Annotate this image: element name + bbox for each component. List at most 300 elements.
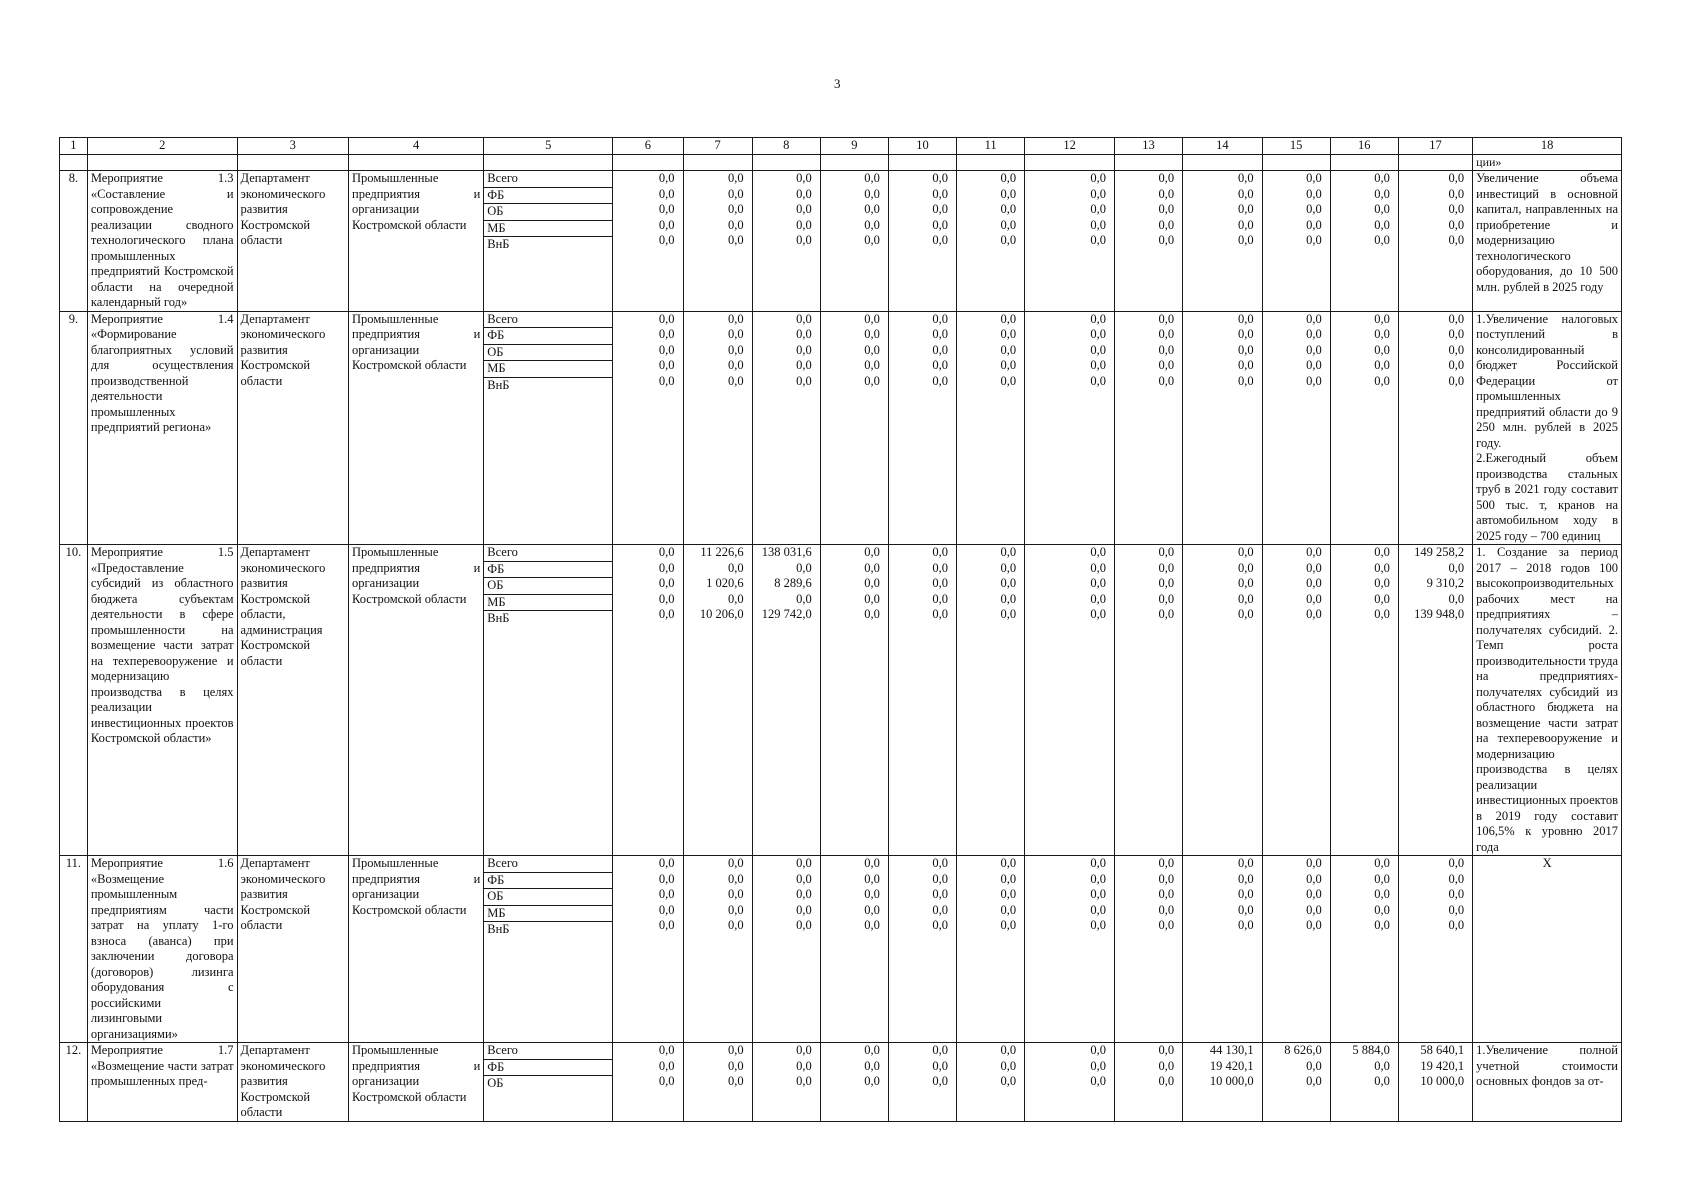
result-text: Увеличение объема инвестиций в основной капитал, направленных на приобретение и модернизацию технологического оборудования, до 10 500 млн. рублей в 2025 году	[1476, 171, 1618, 294]
table-row	[60, 171, 1622, 312]
expected-result	[1473, 545, 1622, 856]
value-cell: 0,0	[658, 342, 675, 357]
value-cell: 0,0	[728, 871, 744, 886]
event-name: Мероприятие 1.4 «Формирование благоприятных условий для осуществления производственной деятельности промышленных предприятий региона»	[87, 311, 237, 545]
value-cell: 0,0	[1374, 217, 1390, 232]
value-column-16	[1330, 545, 1398, 856]
value-column-17	[1398, 1043, 1472, 1122]
value-cell: 0,0	[864, 1074, 880, 1088]
value-cell: 0,0	[1237, 560, 1254, 575]
value-cell: 0,0	[932, 202, 949, 216]
value-cell: 10 206,0	[699, 607, 744, 621]
value-column-17	[1398, 171, 1472, 312]
funding-source-label: ВнБ	[487, 377, 510, 392]
value-cell: 0,0	[728, 918, 744, 932]
value-cell: 0,0	[728, 327, 744, 341]
value-column-9	[820, 311, 888, 545]
value-column-17	[1398, 311, 1472, 545]
result-text: Х	[1542, 856, 1552, 870]
value-cell: 0,0	[1090, 186, 1106, 201]
value-cell: 0,0	[1000, 186, 1017, 201]
funding-source-label: Всего	[484, 1043, 612, 1060]
value-column-8	[752, 856, 820, 1043]
column-number-14: 14	[1183, 138, 1262, 155]
value-cell: 0,0	[658, 591, 675, 606]
value-cell: 0,0	[796, 342, 812, 357]
value-cell: 0,0	[1000, 902, 1017, 917]
page-number: 3	[834, 76, 841, 91]
row-number: 8.	[60, 171, 88, 312]
value-cell: 0,0	[932, 342, 949, 357]
value-cell: 0,0	[1000, 171, 1017, 185]
value-cell: 0,0	[1306, 171, 1322, 185]
executor: Департамент экономического развития Костромской области	[237, 1043, 348, 1122]
column-number-17: 17	[1398, 138, 1472, 155]
value-cell: 10 000,0	[1209, 1074, 1254, 1088]
funding-source-label: ФБ	[484, 562, 612, 579]
value-column-8	[752, 311, 820, 545]
value-cell: 0,0	[1158, 545, 1175, 559]
value-cell: 0,0	[1000, 591, 1017, 606]
value-column-14	[1183, 171, 1262, 312]
value-column-9	[820, 1043, 888, 1122]
value-cell: 0,0	[1158, 871, 1175, 886]
value-cell: 0,0	[1237, 856, 1254, 870]
funding-source-label: МБ	[484, 595, 612, 612]
value-cell: 0,0	[864, 373, 880, 388]
value-column-13	[1114, 1043, 1182, 1122]
value-cell: 0,0	[1374, 311, 1390, 326]
value-column-9	[820, 171, 888, 312]
funding-source-label: ФБ	[484, 328, 612, 345]
value-cell: 0,0	[658, 887, 675, 901]
value-column-11	[957, 856, 1025, 1043]
value-column-6	[613, 171, 683, 312]
column-number-9: 9	[820, 138, 888, 155]
value-cell: 0,0	[1306, 918, 1322, 932]
value-cell: 0,0	[1237, 327, 1254, 341]
value-cell: 0,0	[1237, 311, 1254, 326]
column-number-13: 13	[1114, 138, 1182, 155]
value-column-10	[888, 545, 956, 856]
program-events-table	[59, 137, 1622, 1122]
value-cell: 0,0	[728, 902, 744, 917]
funding-source-label: ОБ	[487, 1076, 504, 1090]
column-number-16: 16	[1330, 138, 1398, 155]
value-cell: 0,0	[864, 918, 880, 932]
column-number-6: 6	[613, 138, 683, 155]
value-column-15	[1262, 545, 1330, 856]
value-cell: 0,0	[1374, 856, 1390, 870]
value-cell: 0,0	[932, 186, 949, 201]
executor: Департамент экономического развития Костромской области	[237, 311, 348, 545]
value-cell: 0,0	[932, 856, 949, 870]
value-cell: 0,0	[796, 217, 812, 232]
value-cell: 0,0	[864, 342, 880, 357]
value-cell: 0,0	[658, 902, 675, 917]
value-cell: 0,0	[1000, 217, 1017, 232]
value-cell: 0,0	[658, 358, 675, 372]
value-cell: 0,0	[1306, 1058, 1322, 1073]
value-cell: 0,0	[1306, 871, 1322, 886]
value-cell: 0,0	[1374, 1058, 1390, 1073]
value-cell: 0,0	[658, 545, 675, 559]
value-cell: 0,0	[1306, 545, 1322, 559]
value-cell: 0,0	[1448, 591, 1465, 606]
value-cell: 0,0	[728, 233, 744, 247]
value-cell: 0,0	[1090, 545, 1106, 559]
value-cell: 0,0	[1237, 358, 1254, 372]
value-cell: 0,0	[1158, 217, 1175, 232]
row-number: 10.	[60, 545, 88, 856]
funding-source-label: МБ	[484, 221, 612, 238]
column-number-11: 11	[957, 138, 1025, 155]
value-cell: 0,0	[864, 591, 880, 606]
participants: Промышленные предприятия и организации Костромской области	[349, 311, 484, 545]
value-cell: 0,0	[1158, 607, 1175, 621]
value-column-7	[683, 856, 752, 1043]
value-column-10	[888, 311, 956, 545]
value-cell: 0,0	[864, 358, 880, 372]
value-cell: 0,0	[728, 373, 744, 388]
value-cell: 0,0	[1237, 607, 1254, 621]
value-cell: 0,0	[658, 171, 675, 185]
column-number-10: 10	[888, 138, 956, 155]
row-number: 9.	[60, 311, 88, 545]
value-cell: 0,0	[1306, 560, 1322, 575]
column-number-4: 4	[349, 138, 484, 155]
value-column-8	[752, 171, 820, 312]
expected-result	[1473, 1043, 1622, 1122]
value-cell: 0,0	[796, 327, 812, 341]
column-number-3: 3	[237, 138, 348, 155]
value-cell: 0,0	[1374, 373, 1390, 388]
funding-source-label: Всего	[484, 171, 612, 188]
funding-source-label: ВнБ	[487, 237, 510, 251]
value-cell: 0,0	[1090, 560, 1106, 575]
value-cell: 0,0	[1448, 342, 1465, 357]
result-text-2: 2.Ежегодный объем производства стальных труб в 2021 году составит 500 тыс. т, кранов на автомобильном ходу в 2025 году – 700 единиц	[1476, 451, 1618, 543]
value-cell: 0,0	[658, 1058, 675, 1073]
value-cell: 0,0	[1306, 1074, 1322, 1088]
value-cell: 0,0	[658, 1043, 675, 1057]
value-cell: 0,0	[1306, 607, 1322, 621]
value-column-7	[683, 545, 752, 856]
executor: Департамент экономического развития Костромской области, администрация Костромской области	[237, 545, 348, 856]
value-cell: 0,0	[1374, 233, 1390, 247]
value-cell: 0,0	[932, 591, 949, 606]
participants: Промышленные предприятия и организации Костромской области	[349, 1043, 484, 1122]
funding-source-label: ОБ	[484, 345, 612, 362]
value-cell: 0,0	[1090, 217, 1106, 232]
value-cell: 0,0	[1000, 560, 1017, 575]
value-cell: 0,0	[1448, 202, 1465, 216]
column-number-18: 18	[1473, 138, 1622, 155]
funding-source-label: Всего	[484, 545, 612, 562]
value-cell: 0,0	[658, 233, 675, 247]
value-cell: 0,0	[1448, 856, 1465, 870]
value-cell: 0,0	[796, 856, 812, 870]
value-column-10	[888, 171, 956, 312]
value-cell: 0,0	[1306, 233, 1322, 247]
value-cell: 0,0	[728, 1058, 744, 1073]
value-cell: 0,0	[1306, 217, 1322, 232]
participants: Промышленные предприятия и организации Костромской области	[349, 545, 484, 856]
value-cell: 0,0	[864, 576, 880, 590]
value-cell: 0,0	[932, 545, 949, 559]
column-number-1: 1	[60, 138, 88, 155]
event-name: Мероприятие 1.7 «Возмещение части затрат промышленных пред-	[87, 1043, 237, 1122]
event-name: Мероприятие 1.5 «Предоставление субсидий из областного бюджета субъектам деятельности в сфере промышленности на возмещение части затрат на техперевооружение и модернизацию производства в целях реализации инвестиционных проектов Костромской области»	[87, 545, 237, 856]
value-cell: 0,0	[1000, 373, 1017, 388]
value-cell: 0,0	[864, 311, 880, 326]
table-body	[60, 154, 1622, 1121]
value-cell: 0,0	[1374, 902, 1390, 917]
value-column-15	[1262, 311, 1330, 545]
value-cell: 0,0	[796, 918, 812, 932]
value-cell: 0,0	[1448, 186, 1465, 201]
value-column-14	[1183, 311, 1262, 545]
value-cell: 0,0	[1374, 607, 1390, 621]
value-column-14	[1183, 1043, 1262, 1122]
value-cell: 0,0	[1000, 856, 1017, 870]
value-cell: 0,0	[864, 217, 880, 232]
value-column-8	[752, 1043, 820, 1122]
value-cell: 0,0	[932, 217, 949, 232]
value-cell: 0,0	[658, 918, 675, 932]
funding-source-label: ОБ	[484, 578, 612, 595]
value-cell: 0,0	[1306, 902, 1322, 917]
value-cell: 139 948,0	[1414, 607, 1465, 621]
table-header	[60, 138, 1622, 155]
value-cell: 0,0	[1448, 373, 1465, 388]
value-cell: 0,0	[1306, 186, 1322, 201]
value-cell: 0,0	[728, 591, 744, 606]
value-cell: 0,0	[1306, 311, 1322, 326]
column-number-5: 5	[484, 138, 613, 155]
value-cell: 0,0	[1306, 327, 1322, 341]
value-cell: 0,0	[1000, 342, 1017, 357]
value-column-6	[613, 856, 683, 1043]
value-cell: 0,0	[1090, 373, 1106, 388]
value-cell: 0,0	[1237, 186, 1254, 201]
funding-source-label: ОБ	[484, 204, 612, 221]
value-cell: 0,0	[658, 1074, 675, 1088]
funding-source-label: Всего	[484, 856, 612, 873]
value-cell: 0,0	[728, 342, 744, 357]
value-cell: 0,0	[1090, 342, 1106, 357]
value-cell: 0,0	[1000, 311, 1017, 326]
value-cell: 0,0	[864, 545, 880, 559]
value-cell: 0,0	[1090, 902, 1106, 917]
value-column-10	[888, 1043, 956, 1122]
value-cell: 0,0	[1158, 560, 1175, 575]
value-cell: 0,0	[728, 358, 744, 372]
value-cell: 0,0	[1306, 591, 1322, 606]
value-cell: 0,0	[932, 902, 949, 917]
value-column-11	[957, 171, 1025, 312]
value-column-15	[1262, 856, 1330, 1043]
value-column-10	[888, 856, 956, 1043]
value-cell: 0,0	[932, 576, 949, 590]
value-cell: 0,0	[1306, 576, 1322, 590]
result-text: 1.Увеличение полной учетной стоимости основных фондов за от-	[1476, 1043, 1618, 1088]
value-cell: 0,0	[1158, 887, 1175, 901]
value-cell: 0,0	[1448, 871, 1465, 886]
value-cell: 0,0	[864, 1043, 880, 1057]
value-cell: 0,0	[796, 373, 812, 388]
value-cell: 0,0	[1000, 871, 1017, 886]
value-cell: 0,0	[1448, 233, 1465, 247]
expected-result	[1473, 311, 1622, 545]
value-column-12	[1025, 856, 1115, 1043]
value-column-11	[957, 311, 1025, 545]
value-cell: 0,0	[1158, 918, 1175, 932]
value-cell: 0,0	[1158, 342, 1175, 357]
value-cell: 0,0	[658, 217, 675, 232]
value-cell: 0,0	[796, 887, 812, 901]
value-cell: 0,0	[864, 171, 880, 185]
value-cell: 0,0	[1237, 918, 1254, 932]
value-cell: 138 031,6	[761, 545, 812, 559]
value-cell: 0,0	[1158, 1043, 1175, 1057]
value-cell: 0,0	[864, 887, 880, 901]
value-cell: 0,0	[1158, 311, 1175, 326]
value-cell: 0,0	[1374, 576, 1390, 590]
value-cell: 0,0	[1237, 171, 1254, 185]
value-cell: 0,0	[1306, 373, 1322, 388]
value-cell: 9 310,2	[1426, 576, 1465, 590]
value-cell: 0,0	[658, 186, 675, 201]
value-cell: 5 884,0	[1352, 1043, 1390, 1057]
expected-result	[1473, 856, 1622, 1043]
value-column-13	[1114, 545, 1182, 856]
funding-source-label: МБ	[484, 906, 612, 923]
value-cell: 0,0	[1158, 373, 1175, 388]
value-cell: 0,0	[658, 560, 675, 575]
value-cell: 0,0	[1090, 311, 1106, 326]
value-cell: 0,0	[1158, 1058, 1175, 1073]
value-cell: 0,0	[932, 560, 949, 575]
value-cell: 0,0	[1090, 358, 1106, 372]
value-cell: 0,0	[932, 607, 949, 621]
expected-result	[1473, 171, 1622, 312]
value-column-7	[683, 1043, 752, 1122]
column-number-12: 12	[1025, 138, 1115, 155]
value-cell: 0,0	[1374, 871, 1390, 886]
value-column-6	[613, 1043, 683, 1122]
value-cell: 0,0	[796, 358, 812, 372]
value-cell: 0,0	[1090, 1074, 1106, 1088]
value-column-14	[1183, 856, 1262, 1043]
value-column-11	[957, 1043, 1025, 1122]
value-cell: 0,0	[1158, 576, 1175, 590]
value-cell: 0,0	[864, 327, 880, 341]
value-cell: 8 289,6	[774, 576, 812, 590]
value-cell: 0,0	[1448, 327, 1465, 341]
value-column-16	[1330, 856, 1398, 1043]
value-cell: 0,0	[1448, 358, 1465, 372]
value-cell: 0,0	[1000, 545, 1017, 559]
value-cell: 0,0	[1374, 327, 1390, 341]
value-cell: 0,0	[1448, 918, 1465, 932]
value-cell: 0,0	[864, 202, 880, 216]
value-cell: 0,0	[658, 373, 675, 388]
value-cell: 0,0	[1374, 591, 1390, 606]
value-cell: 0,0	[932, 887, 949, 901]
value-cell: 0,0	[932, 171, 949, 185]
value-cell: 0,0	[1090, 871, 1106, 886]
value-cell: 0,0	[1306, 202, 1322, 216]
value-cell: 0,0	[1448, 887, 1465, 901]
value-cell: 0,0	[796, 186, 812, 201]
value-cell: 0,0	[728, 202, 744, 216]
value-cell: 0,0	[1374, 186, 1390, 201]
value-cell: 0,0	[1306, 856, 1322, 870]
value-column-15	[1262, 171, 1330, 312]
value-cell: 0,0	[658, 311, 675, 326]
value-cell: 0,0	[796, 202, 812, 216]
value-cell: 44 130,1	[1209, 1043, 1254, 1057]
value-column-7	[683, 311, 752, 545]
value-cell: 0,0	[1237, 591, 1254, 606]
value-cell: 0,0	[796, 591, 812, 606]
funding-sources	[484, 171, 613, 312]
column-number-row	[60, 138, 1622, 155]
value-cell: 0,0	[1374, 887, 1390, 901]
value-cell: 0,0	[1374, 358, 1390, 372]
value-cell: 0,0	[1090, 576, 1106, 590]
value-cell: 11 226,6	[700, 545, 744, 559]
value-cell: 0,0	[1000, 576, 1017, 590]
value-cell: 0,0	[1090, 1043, 1106, 1057]
value-cell: 0,0	[864, 902, 880, 917]
value-cell: 0,0	[1000, 1043, 1017, 1057]
value-column-16	[1330, 171, 1398, 312]
value-cell: 0,0	[1374, 171, 1390, 185]
executor: Департамент экономического развития Костромской области	[237, 856, 348, 1043]
value-cell: 0,0	[1000, 233, 1017, 247]
value-cell: 0,0	[932, 373, 949, 388]
value-cell: 0,0	[864, 607, 880, 621]
value-column-12	[1025, 1043, 1115, 1122]
value-column-15	[1262, 1043, 1330, 1122]
value-cell: 0,0	[1090, 591, 1106, 606]
value-cell: 0,0	[1090, 918, 1106, 932]
table-row	[60, 545, 1622, 856]
value-cell: 0,0	[1448, 902, 1465, 917]
value-cell: 0,0	[728, 1043, 744, 1057]
value-cell: 0,0	[932, 1058, 949, 1073]
value-cell: 0,0	[1090, 856, 1106, 870]
funding-source-label: ФБ	[484, 188, 612, 205]
value-cell: 0,0	[1237, 342, 1254, 357]
value-cell: 0,0	[796, 1043, 812, 1057]
result-text: 1.Увеличение налоговых поступлений в консолидированный бюджет Российской Федерации от промышленных предприятий области до 9 250 млн. рублей в 2025 году.	[1476, 311, 1618, 450]
value-cell: 0,0	[1158, 1074, 1175, 1088]
value-cell: 0,0	[1158, 856, 1175, 870]
value-cell: 129 742,0	[761, 607, 812, 621]
value-column-13	[1114, 311, 1182, 545]
continuation-text: ции»	[1473, 154, 1622, 171]
participants: Промышленные предприятия и организации Костромской области	[349, 171, 484, 312]
column-number-7: 7	[683, 138, 752, 155]
value-cell: 0,0	[728, 217, 744, 232]
value-cell: 0,0	[1374, 202, 1390, 216]
value-cell: 0,0	[932, 871, 949, 886]
value-cell: 0,0	[796, 871, 812, 886]
table-row	[60, 311, 1622, 545]
